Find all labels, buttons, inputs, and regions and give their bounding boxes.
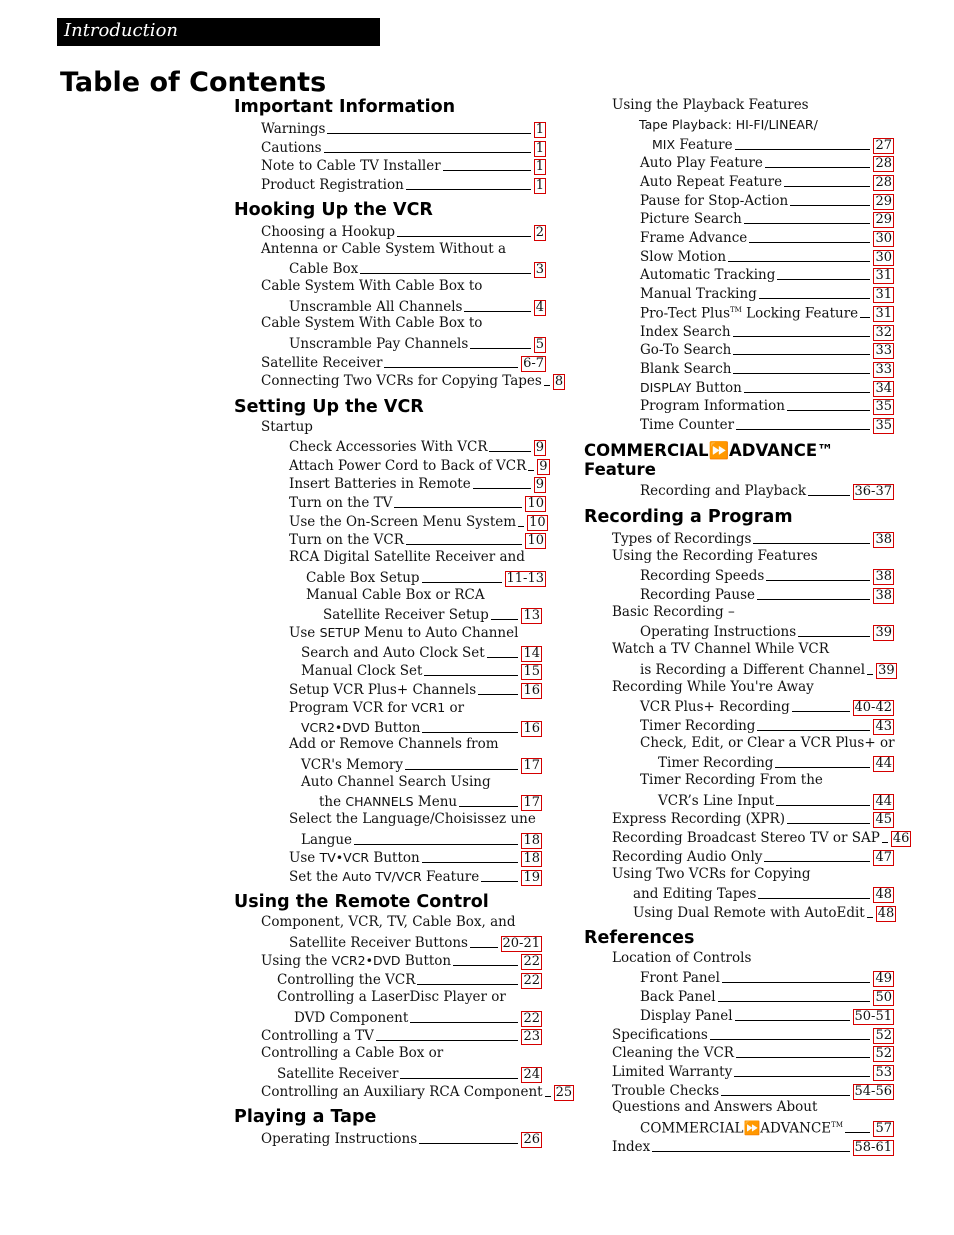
toc-entry-goto-search[interactable]: Go-To Search 33	[640, 342, 892, 358]
toc-subhead-location: Location of Controls	[612, 950, 752, 966]
toc-entry-timer-recording[interactable]: Timer Recording 43	[640, 718, 892, 734]
toc-entry-specifications[interactable]: Specifications 52	[612, 1027, 892, 1043]
toc-entry-cable-all[interactable]: Unscramble All Channels 4	[289, 299, 544, 315]
toc-entry-basic-recording[interactable]: Operating Instructions 39	[640, 624, 892, 640]
toc-entry-controlling-cable[interactable]: Satellite Receiver 24	[277, 1066, 540, 1082]
toc-entry-index[interactable]: Index 58-61	[612, 1139, 892, 1155]
toc-entry-auto-search-line1: Auto Channel Search Using	[301, 774, 491, 790]
toc-entry-vcr-plus-channels[interactable]: Setup VCR Plus+ Channels 16	[289, 682, 540, 698]
toc-entry-recording-pause[interactable]: Recording Pause 38	[640, 587, 892, 603]
toc-entry-stereo-sap[interactable]: Recording Broadcast Stereo TV or SAP 46	[612, 830, 910, 846]
toc-entry-tv-vcr-button[interactable]: Use TV•VCR Button 18	[289, 850, 540, 866]
toc-entry-types-recordings[interactable]: Types of Recordings 38	[612, 531, 892, 547]
toc-entry-setup-menu-line1: Use SETUP Menu to Auto Channel	[289, 625, 519, 641]
toc-entry-tape-playback[interactable]: MIX Feature 27	[652, 137, 892, 153]
toc-entry-program-vcr-line1: Program VCR for VCR1 or	[289, 700, 465, 716]
toc-entry-antenna[interactable]: Cable Box 3	[289, 261, 544, 277]
toc-entry-qa[interactable]: COMMERCIAL⏩ADVANCE™ 57	[640, 1120, 892, 1136]
section-banner	[57, 18, 380, 46]
toc-entry-check-edit[interactable]: Timer Recording 44	[658, 755, 892, 771]
toc-entry-auto-play[interactable]: Auto Play Feature 28	[640, 155, 892, 171]
toc-entry-timer-line-input[interactable]: VCR’s Line Input 44	[658, 793, 892, 809]
toc-entry-frame-advance[interactable]: Frame Advance 30	[640, 230, 892, 246]
toc-entry-trouble-checks[interactable]: Trouble Checks 54-56	[612, 1083, 892, 1099]
toc-entry-picture-search[interactable]: Picture Search 29	[640, 211, 892, 227]
toc-entry-onscreen-menu[interactable]: Use the On-Screen Menu System 10	[289, 514, 546, 530]
toc-entry-cable-pay[interactable]: Unscramble Pay Channels 5	[289, 336, 544, 352]
toc-entry-vcr-plus-recording[interactable]: VCR Plus+ Recording 40-42	[640, 699, 892, 715]
toc-entry-controlling-vcr[interactable]: Controlling the VCR 22	[277, 972, 540, 988]
toc-entry-tape-playback-line1: Tape Playback: HI-FI/LINEAR/	[639, 117, 818, 132]
toc-entry-antenna-line1: Antenna or Cable System Without a	[261, 241, 507, 257]
toc-entry-auto-search[interactable]: the CHANNELS Menu 17	[319, 794, 540, 810]
section-heading-important: Important Information	[234, 97, 456, 117]
toc-entry-rca-satellite[interactable]: Cable Box Setup 11-13	[306, 570, 544, 586]
toc-entry-manual-cable[interactable]: Satellite Receiver Setup 13	[323, 607, 540, 623]
toc-entry-laserdisc[interactable]: DVD Component 22	[294, 1010, 540, 1026]
toc-entry-registration[interactable]: Product Registration 1	[261, 177, 544, 193]
section-heading-recording: Recording a Program	[584, 507, 793, 527]
toc-entry-manual-tracking[interactable]: Manual Tracking 31	[640, 286, 892, 302]
toc-entry-recording-speeds[interactable]: Recording Speeds 38	[640, 568, 892, 584]
toc-entry-recording-playback[interactable]: Recording and Playback 36-37	[640, 483, 892, 499]
toc-entry-operating[interactable]: Operating Instructions 26	[261, 1131, 540, 1147]
toc-entry-auxiliary[interactable]: Controlling an Auxiliary RCA Component 25	[261, 1084, 573, 1100]
toc-entry-program-info[interactable]: Program Information 35	[640, 398, 892, 414]
toc-entry-front-panel[interactable]: Front Panel 49	[640, 970, 892, 986]
toc-entry-turn-on-tv[interactable]: Turn on the TV 10	[289, 495, 544, 511]
section-heading-setting: Setting Up the VCR	[234, 397, 424, 417]
toc-entry-two-vcrs-copy[interactable]: and Editing Tapes 48	[633, 886, 892, 902]
toc-entry-two-vcrs-copy-line1: Using Two VCRs for Copying	[612, 866, 811, 882]
toc-entry-auto-repeat[interactable]: Auto Repeat Feature 28	[640, 174, 892, 190]
toc-entry-watch-tv[interactable]: is Recording a Different Channel 39	[640, 662, 895, 678]
toc-entry-setup-menu[interactable]: Search and Auto Clock Set 14	[301, 645, 540, 661]
toc-entry-check-edit-line1: Check, Edit, or Clear a VCR Plus+ or	[640, 735, 895, 751]
toc-subhead-playback: Using the Playback Features	[612, 97, 809, 113]
toc-entry-vcr2dvd-button[interactable]: Using the VCR2•DVD Button 22	[261, 953, 540, 969]
toc-entry-pause-stop-action[interactable]: Pause for Stop-Action 29	[640, 193, 892, 209]
toc-entry-rca-satellite-line1: RCA Digital Satellite Receiver and	[289, 549, 525, 565]
toc-entry-program-vcr[interactable]: VCR2•DVD Button 16	[301, 720, 540, 736]
toc-entry-cable-installer[interactable]: Note to Cable TV Installer 1	[261, 158, 544, 174]
toc-subhead-recording-features: Using the Recording Features	[612, 548, 818, 564]
toc-entry-component-buttons[interactable]: Satellite Receiver Buttons 20-21	[289, 935, 540, 951]
toc-entry-cable-all-line1: Cable System With Cable Box to	[261, 278, 483, 294]
toc-entry-manual-clock[interactable]: Manual Clock Set 15	[301, 663, 540, 679]
toc-entry-turn-on-vcr[interactable]: Turn on the VCR 10	[289, 532, 544, 548]
section-heading-remote: Using the Remote Control	[234, 892, 489, 912]
toc-entry-protect-plus[interactable]: Pro-Tect Plus™ Locking Feature 31	[640, 305, 892, 321]
toc-entry-insert-batteries[interactable]: Insert Batteries in Remote 9	[289, 476, 544, 492]
toc-entry-display-button[interactable]: DISPLAY Button 34	[640, 380, 892, 396]
toc-entry-attach-power[interactable]: Attach Power Cord to Back of VCR 9	[289, 458, 548, 474]
toc-entry-qa-line1: Questions and Answers About	[612, 1099, 818, 1115]
toc-entry-time-counter[interactable]: Time Counter 35	[640, 417, 892, 433]
toc-entry-blank-search[interactable]: Blank Search 33	[640, 361, 892, 377]
toc-entry-language[interactable]: Langue 18	[301, 832, 540, 848]
toc-entry-controlling-tv[interactable]: Controlling a TV 23	[261, 1028, 540, 1044]
toc-entry-basic-recording-line1: Basic Recording –	[612, 604, 735, 620]
toc-entry-watch-tv-line1: Watch a TV Channel While VCR	[612, 641, 829, 657]
toc-entry-audio-only[interactable]: Recording Audio Only 47	[612, 849, 892, 865]
toc-entry-add-remove[interactable]: VCR's Memory 17	[301, 757, 540, 773]
toc-entry-cable-pay-line1: Cable System With Cable Box to	[261, 315, 483, 331]
section-heading-commercial: COMMERCIAL⏩ADVANCE™	[584, 441, 834, 460]
section-label: Introduction	[64, 20, 178, 41]
toc-subhead-away: Recording While You're Away	[612, 679, 814, 695]
toc-subhead-startup: Startup	[261, 419, 313, 435]
toc-entry-check-accessories[interactable]: Check Accessories With VCR 9	[289, 439, 544, 455]
toc-entry-back-panel[interactable]: Back Panel 50	[640, 989, 892, 1005]
toc-entry-language-line1: Select the Language/Choisissez une	[289, 811, 536, 827]
section-heading-playing: Playing a Tape	[234, 1107, 377, 1127]
toc-entry-satellite-receiver[interactable]: Satellite Receiver 6-7	[261, 355, 544, 371]
toc-entry-index-search[interactable]: Index Search 32	[640, 324, 892, 340]
toc-entry-display-panel[interactable]: Display Panel 50-51	[640, 1008, 892, 1024]
toc-entry-cautions[interactable]: Cautions 1	[261, 140, 544, 156]
toc-entry-automatic-tracking[interactable]: Automatic Tracking 31	[640, 267, 892, 283]
toc-entry-component-line1: Component, VCR, TV, Cable Box, and	[261, 914, 516, 930]
toc-entry-choosing-hookup[interactable]: Choosing a Hookup 2	[261, 224, 544, 240]
section-heading-commercial-feature: Feature	[584, 460, 656, 479]
toc-entry-auto-tv-vcr[interactable]: Set the Auto TV/VCR Feature 19	[289, 869, 540, 885]
toc-entry-manual-cable-line1: Manual Cable Box or RCA	[306, 587, 485, 603]
section-heading-references: References	[584, 928, 695, 948]
toc-entry-two-vcrs[interactable]: Connecting Two VCRs for Copying Tapes 8	[261, 373, 564, 389]
toc-entry-timer-line-input-line1: Timer Recording From the	[640, 772, 823, 788]
toc-entry-slow-motion[interactable]: Slow Motion 30	[640, 249, 892, 265]
toc-entry-dual-remote[interactable]: Using Dual Remote with AutoEdit 48	[633, 905, 895, 921]
section-heading-hooking: Hooking Up the VCR	[234, 200, 433, 220]
toc-entry-cleaning[interactable]: Cleaning the VCR 52	[612, 1045, 892, 1061]
toc-entry-laserdisc-line1: Controlling a LaserDisc Player or	[277, 989, 506, 1005]
toc-entry-warnings[interactable]: Warnings 1	[261, 121, 544, 137]
toc-entry-express-recording[interactable]: Express Recording (XPR) 45	[612, 811, 892, 827]
toc-entry-cable-box-line1: Controlling a Cable Box or	[261, 1045, 444, 1061]
toc-entry-warranty[interactable]: Limited Warranty 53	[612, 1064, 892, 1080]
toc-entry-add-remove-line1: Add or Remove Channels from	[289, 736, 499, 752]
page-title: Table of Contents	[60, 67, 327, 98]
